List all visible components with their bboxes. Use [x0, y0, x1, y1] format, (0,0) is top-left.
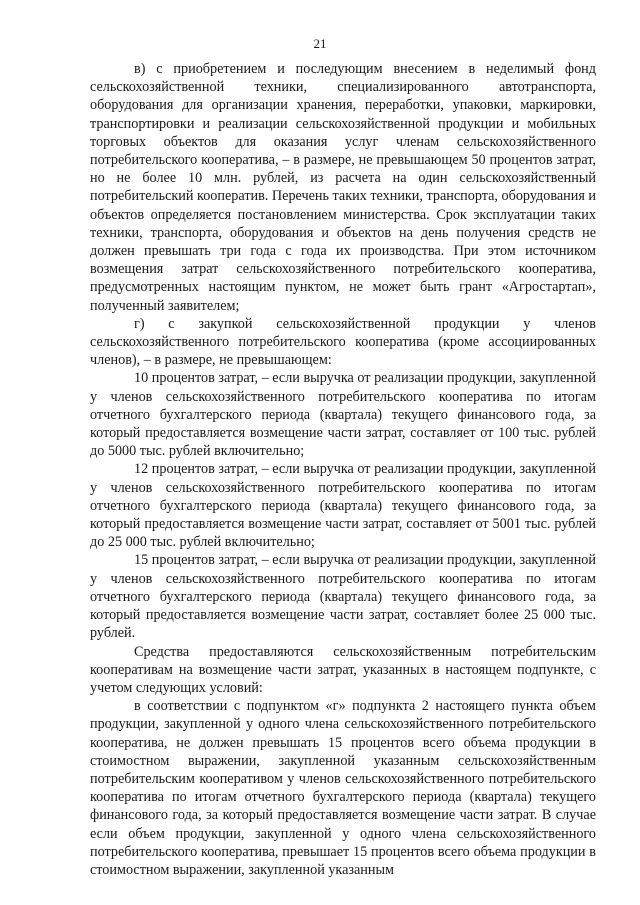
paragraph-rate-10: 10 процентов затрат, – если выручка от реализации продукции, закупленной у членов сельскохозяйственного потребительского кооператива по итогам отчетного бухгалтерского периода (квартала) текущего финансового года, за который предоставляется возмещение части затрат, составляет от 100 тыс. рублей до 5000 тыс. рублей включительно; — [90, 370, 596, 460]
paragraph-rate-12: 12 процентов затрат, – если выручка от реализации продукции, закупленной у членов сельскохозяйственного потребительского кооператива по итогам отчетного бухгалтерского периода (квартала) текущего финансового года, за который предоставляется возмещение части затрат, составляет от 5001 тыс. рублей до 25 000 тыс. рублей включительно; — [90, 461, 596, 551]
page-number: 21 — [313, 36, 327, 51]
paragraph-conditions: Средства предоставляются сельскохозяйственным потребительским кооперативам на возмещение части затрат, указанных в настоящем подпункте, с учетом следующих условий: — [90, 643, 596, 696]
paragraph-condition-1: в соответствии с подпунктом «г» подпункта 2 настоящего пункта объем продукции, закупленной у одного члена сельскохозяйственного потребительского кооператива, не должен превышать 15 процентов всего объема продукции в стоимостном выражении, закупленной указанным сельскохозяйственным потребительским кооперативом у членов сельскохозяйственного потребительского кооператива по итогам отчетного бухгалтерского периода (квартала) текущего финансового года, за который предоставляется возмещение части затрат. В случае если объем продукции, закупленной у одного члена сельскохозяйственного потребительского кооператива, превышает 15 процентов всего объема продукции в стоимостном выражении, закупленной указанным — [90, 698, 596, 878]
body-text — [90, 60, 596, 879]
paragraph-subitem-v: в) с приобретением и последующим внесением в неделимый фонд сельскохозяйственной техники, специализированного автотранспорта, оборудования для организации хранения, переработки, упаковки, маркировки, транспортировки и реализации сельскохозяйственной продукции и мобильных торговых объектов для оказания услуг членам сельскохозяйственного потребительского кооператива, – в размере, не превышающем 50 процентов затрат, но не более 10 млн. рублей, из расчета на один сельскохозяйственный потребительский кооператив. Перечень таких техники, транспорта, оборудования и объектов определяется постановлением министерства. Срок эксплуатации таких техники, транспорта, оборудования и объектов на день получения средств не должен превышать три года с года их производства. При этом источником возмещения затрат сельскохозяйственного потребительского кооператива, предусмотренных настоящим пунктом, не может быть грант «Агростартап», полученный заявителем; — [90, 61, 596, 314]
paragraph-rate-15: 15 процентов затрат, – если выручка от реализации продукции, закупленной у членов сельскохозяйственного потребительского кооператива по итогам отчетного бухгалтерского периода (квартала) текущего финансового года, за который предоставляется возмещение части затрат, составляет более 25 000 тыс. рублей. — [90, 552, 596, 642]
paragraph-subitem-g: г) с закупкой сельскохозяйственной продукции у членов сельскохозяйственного потребительского кооператива (кроме ассоциированных членов), – в размере, не превышающем: — [90, 315, 596, 369]
